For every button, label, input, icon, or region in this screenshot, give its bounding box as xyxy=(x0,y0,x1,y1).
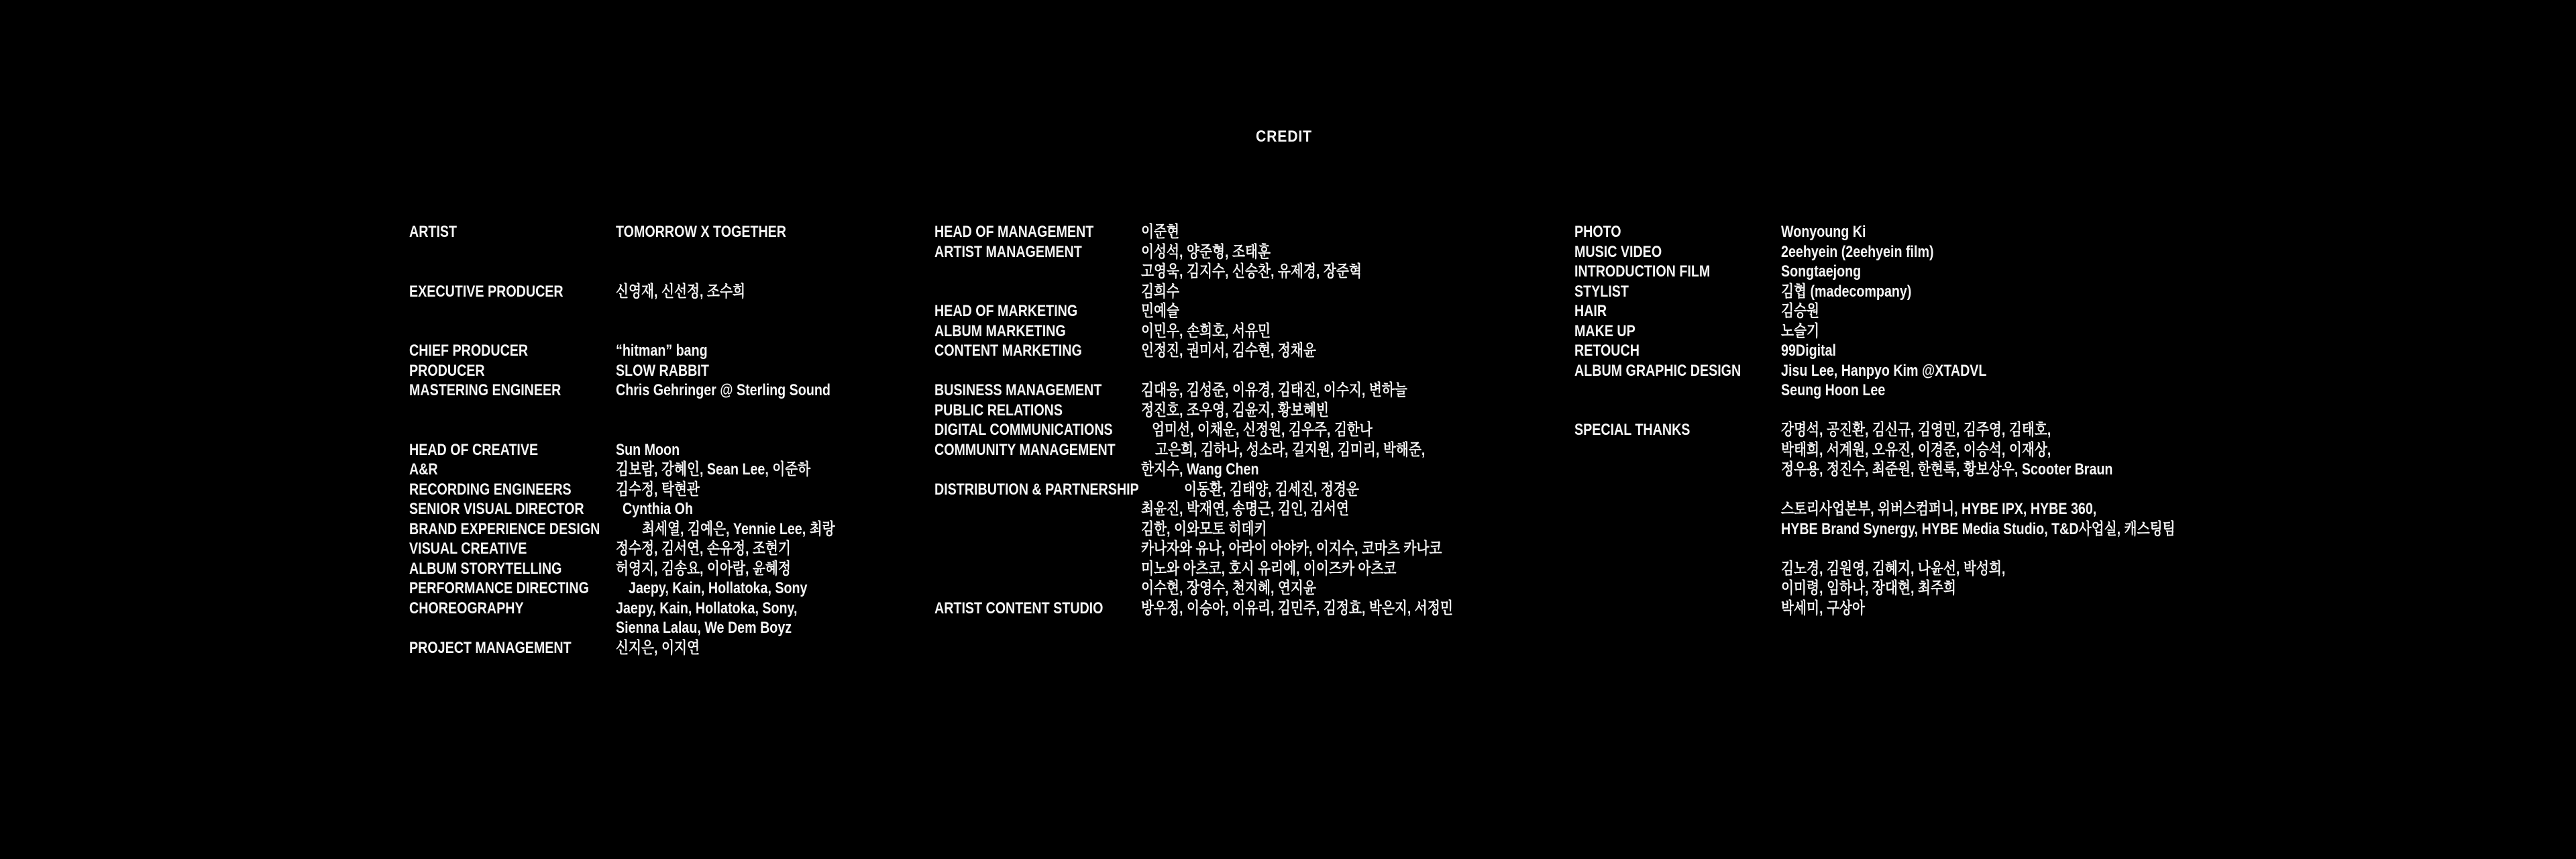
credit-role-label xyxy=(409,381,616,401)
credit-role-label xyxy=(934,578,1141,591)
credit-names-text: Chris Gehringer @ Sterling Sound xyxy=(616,381,830,399)
credits-column-middle xyxy=(934,222,1521,618)
credit-row xyxy=(934,460,1521,480)
credit-row xyxy=(409,519,877,540)
credit-row xyxy=(1574,440,2262,460)
credit-names-text: 이성석, 양준형, 조태훈 xyxy=(1141,242,1271,261)
credit-names-text: 99Digital xyxy=(1781,342,1837,360)
credit-names-text: 최윤진, 박재연, 송명근, 김인, 김서연 xyxy=(1141,500,1349,518)
credit-row xyxy=(934,262,1521,282)
credit-row xyxy=(1574,599,2262,619)
credit-row xyxy=(934,440,1521,460)
credit-names xyxy=(1141,559,1452,579)
credit-names-text: 이수현, 장영수, 천지혜, 연지윤 xyxy=(1141,579,1316,597)
credit-role-text: HEAD OF MARKETING xyxy=(934,302,1078,320)
credit-names xyxy=(1141,539,1508,559)
credit-row xyxy=(1574,460,2262,480)
credit-names xyxy=(1141,242,1299,262)
credit-role-text: PROJECT MANAGEMENT xyxy=(409,638,572,657)
credit-row xyxy=(1574,559,2262,579)
credit-names-text: 김한, 이와모토 히데키 xyxy=(1141,519,1267,538)
credit-role-text: BUSINESS MANAGEMENT xyxy=(934,381,1102,399)
credit-row xyxy=(409,242,877,262)
credit-role-label xyxy=(1574,420,1781,440)
credit-role-label xyxy=(1574,519,1781,532)
credit-role-label xyxy=(409,618,616,630)
credit-role-text: STYLIST xyxy=(1574,282,1629,301)
credit-row xyxy=(409,321,877,342)
credit-names-text: 정우용, 정진수, 최준원, 한현록, 황보상우, Scooter Braun xyxy=(1781,460,2113,478)
credit-row xyxy=(1574,401,2262,421)
credit-names xyxy=(1781,282,1940,302)
credit-names xyxy=(1141,341,1354,361)
credit-names-text: 고은희, 김하나, 성소라, 길지원, 김미리, 박해준, xyxy=(1155,440,1426,459)
credit-role-label xyxy=(934,242,1141,262)
credit-names-text: 김보람, 강혜인, Sean Lee, 이준하 xyxy=(616,460,811,478)
credit-role-text: A&R xyxy=(409,460,438,478)
credits-column-left xyxy=(409,222,877,658)
credit-row xyxy=(934,242,1521,262)
credit-names-text: 미노와 아츠코, 호시 유리에, 이이즈카 아츠코 xyxy=(1141,559,1397,578)
credit-role-text: ALBUM STORYTELLING xyxy=(409,559,562,578)
credit-row xyxy=(1574,539,2262,559)
credit-names-text: 김수정, 탁현관 xyxy=(616,480,700,499)
credit-role-label xyxy=(409,519,642,540)
credit-row xyxy=(934,361,1521,381)
credit-row xyxy=(409,301,877,321)
credit-row xyxy=(409,440,877,460)
page-title xyxy=(0,118,2576,148)
credit-names xyxy=(1141,301,1188,321)
credit-names xyxy=(1141,401,1370,421)
credit-row xyxy=(1574,321,2262,342)
credit-role-text: BRAND EXPERIENCE DESIGN xyxy=(409,519,600,538)
credit-role-label xyxy=(409,321,616,334)
credit-role-label xyxy=(934,499,1141,511)
credit-names xyxy=(1141,381,1466,401)
credit-role-label xyxy=(934,599,1141,619)
credit-names-text: 박세미, 구상아 xyxy=(1781,599,1866,617)
credit-row xyxy=(1574,242,2262,262)
credit-row xyxy=(934,559,1521,579)
credit-role-label xyxy=(409,242,616,254)
credit-names-text: 신지은, 이지연 xyxy=(616,638,700,657)
credit-row xyxy=(1574,480,2262,500)
credit-names-text: Jaepy, Kain, Hollatoka, Sony xyxy=(628,579,808,597)
credit-names xyxy=(1141,321,1299,342)
credit-row xyxy=(409,618,877,638)
credit-row xyxy=(934,282,1521,302)
credit-role-label xyxy=(934,321,1141,342)
credit-names xyxy=(1781,222,1884,242)
credit-row xyxy=(1574,361,2262,381)
credit-role-label xyxy=(409,420,616,432)
credit-names xyxy=(1152,420,1421,440)
credit-role-label xyxy=(409,401,616,413)
credit-names xyxy=(1781,341,1848,361)
credit-row xyxy=(934,301,1521,321)
credit-names xyxy=(616,361,729,381)
credit-role-text: ALBUM MARKETING xyxy=(934,321,1066,340)
credit-role-label xyxy=(1574,578,1781,591)
credit-names-text: Jaepy, Kain, Hollatoka, Sony, xyxy=(616,599,798,617)
credit-role-label xyxy=(934,519,1141,532)
credit-names xyxy=(616,440,694,460)
credit-role-text: INTRODUCTION FILM xyxy=(1574,262,1711,281)
credit-role-text: DISTRIBUTION & PARTNERSHIP xyxy=(934,480,1139,499)
credit-role-label xyxy=(409,578,629,599)
credit-names-text: 이동환, 김태양, 김세진, 정경운 xyxy=(1183,480,1359,499)
credit-names-text: 민예슬 xyxy=(1141,302,1180,320)
credit-role-label xyxy=(934,381,1141,401)
credit-role-label xyxy=(409,638,616,658)
credit-row xyxy=(409,262,877,282)
credit-role-label xyxy=(1574,559,1781,571)
credit-row xyxy=(1574,499,2262,519)
credit-names-text: 김노경, 김원영, 김혜지, 나윤선, 박성희, xyxy=(1781,559,2006,578)
credit-names-text: 김희수 xyxy=(1141,282,1180,301)
credit-names-text: 김대응, 김성준, 이유경, 김태진, 이수지, 변하늘 xyxy=(1141,381,1407,399)
credit-row xyxy=(1574,262,2262,282)
credit-row xyxy=(1574,578,2262,599)
credit-role-text: SPECIAL THANKS xyxy=(1574,421,1690,439)
credit-role-label xyxy=(934,282,1141,294)
credit-names xyxy=(1781,301,1828,321)
credit-row xyxy=(1574,222,2262,242)
credit-names-text: 엄미선, 이채운, 신정원, 김우주, 김한나 xyxy=(1151,421,1373,439)
credit-names xyxy=(1781,440,2110,460)
credit-names-text: Jisu Lee, Hanpyo Kim @XTADVL xyxy=(1781,361,1987,380)
credit-role-label xyxy=(409,282,616,302)
credit-names-text: 강명석, 공진환, 김신규, 김영민, 김주영, 김태호, xyxy=(1781,421,2051,439)
credit-row xyxy=(409,460,877,480)
credit-names-text: 이준현 xyxy=(1141,223,1180,241)
credit-row xyxy=(409,381,877,401)
credit-role-text: DIGITAL COMMUNICATIONS xyxy=(934,421,1113,439)
credit-row xyxy=(409,499,877,519)
credit-row xyxy=(409,480,877,500)
credit-names-text: TOMORROW X TOGETHER xyxy=(616,223,787,241)
credit-names xyxy=(1781,499,2166,519)
credit-names xyxy=(616,282,773,302)
credit-row xyxy=(409,341,877,361)
credit-names-text: 고영욱, 김지수, 신승찬, 유제경, 장준혁 xyxy=(1141,262,1362,281)
credit-role-text: PERFORMANCE DIRECTING xyxy=(409,579,589,597)
credit-names xyxy=(616,559,829,579)
credit-names xyxy=(616,638,718,658)
credit-names-text: Wonyoung Ki xyxy=(1781,223,1866,241)
credit-row xyxy=(1574,519,2262,540)
credit-row xyxy=(934,599,1521,619)
credit-role-label xyxy=(409,599,616,619)
credit-names-text: 이미령, 임하나, 장대현, 최주희 xyxy=(1781,579,1956,597)
credit-role-label xyxy=(934,341,1141,361)
credit-names xyxy=(616,480,718,500)
credit-names xyxy=(1781,420,2110,440)
credit-role-text: COMMUNITY MANAGEMENT xyxy=(934,440,1116,459)
credit-row xyxy=(934,480,1521,500)
credit-role-label xyxy=(1574,381,1781,393)
credit-names xyxy=(616,381,877,401)
credit-row xyxy=(1574,341,2262,361)
credit-role-text: HAIR xyxy=(1574,302,1607,320)
credit-role-label xyxy=(409,222,616,242)
credit-row xyxy=(934,321,1521,342)
credit-row xyxy=(409,420,877,440)
credit-role-label xyxy=(1574,440,1781,452)
credit-role-label xyxy=(1574,401,1781,413)
credit-names xyxy=(1781,381,1908,401)
credit-role-label xyxy=(1574,499,1781,511)
credit-role-text: MAKE UP xyxy=(1574,321,1635,340)
credit-names-text: 이민우, 손희호, 서유민 xyxy=(1141,321,1271,340)
credit-names xyxy=(1184,480,1397,500)
credit-role-text: VISUAL CREATIVE xyxy=(409,540,527,558)
credit-row xyxy=(1574,282,2262,302)
credit-role-label xyxy=(1574,460,1781,472)
credit-names xyxy=(1781,559,2055,579)
credit-row xyxy=(934,578,1521,599)
credit-row xyxy=(409,222,877,242)
credit-names-text: Seung Hoon Lee xyxy=(1781,381,1886,399)
credit-names-text: 정진호, 조우영, 김윤지, 황보혜빈 xyxy=(1141,401,1329,419)
credit-row xyxy=(409,282,877,302)
credit-role-label xyxy=(934,420,1152,440)
credit-names xyxy=(1141,499,1395,519)
credit-names-text: “hitman” bang xyxy=(616,342,708,360)
credit-names-text: Cynthia Oh xyxy=(622,500,693,518)
credit-names xyxy=(1781,460,2186,480)
credit-role-label xyxy=(1574,321,1781,342)
credit-role-label xyxy=(1574,539,1781,551)
credit-row xyxy=(934,341,1521,361)
credit-role-label xyxy=(409,499,623,519)
credit-names-text: 김협 (madecompany) xyxy=(1781,282,1912,301)
credits-column-right xyxy=(1574,222,2262,618)
credit-names xyxy=(616,599,837,619)
credit-names xyxy=(1141,282,1188,302)
credit-names-text: 카나자와 유나, 아라이 아야카, 이지수, 코마츠 카나코 xyxy=(1141,540,1442,558)
credit-role-label xyxy=(409,440,616,460)
credit-names-text: 스토리사업본부, 위버스컴퍼니, HYBE IPX, HYBE 360, xyxy=(1781,500,2097,518)
credit-role-text: HEAD OF MANAGEMENT xyxy=(934,223,1094,241)
credit-row xyxy=(934,401,1521,421)
credit-role-label xyxy=(409,301,616,313)
credit-names xyxy=(616,460,853,480)
credit-names-text: 정수정, 김서연, 손유정, 조현기 xyxy=(616,540,791,558)
credit-names-text: 신영재, 신선정, 조수희 xyxy=(616,282,745,301)
credit-names-text: Songtaejong xyxy=(1781,262,1862,281)
credit-role-text: CONTENT MARKETING xyxy=(934,342,1082,360)
credit-row xyxy=(409,599,877,619)
credit-names xyxy=(1141,519,1295,540)
credit-names-text: 박태희, 서계원, 오유진, 이경준, 이승석, 이재상, xyxy=(1781,440,2051,459)
credit-row xyxy=(1574,381,2262,401)
credit-names xyxy=(1781,262,1878,282)
credit-role-label xyxy=(934,301,1141,321)
credit-role-text: RETOUCH xyxy=(1574,342,1640,360)
credit-role-text: PHOTO xyxy=(1574,223,1621,241)
credit-role-label xyxy=(1574,480,1781,492)
credit-names-text: 노슬기 xyxy=(1781,321,1820,340)
credit-role-label xyxy=(1574,242,1781,262)
credit-names xyxy=(616,539,829,559)
credit-row xyxy=(934,381,1521,401)
credit-names xyxy=(1781,519,2262,540)
credit-role-text: SENIOR VISUAL DIRECTOR xyxy=(409,500,584,518)
page-title-text: CREDIT xyxy=(1256,128,1313,146)
credit-names xyxy=(629,578,847,599)
credit-row xyxy=(934,499,1521,519)
credit-role-label xyxy=(1574,282,1781,302)
credit-role-text: ALBUM GRAPHIC DESIGN xyxy=(1574,361,1741,380)
credit-names-text: 김승원 xyxy=(1781,302,1820,320)
credit-role-label xyxy=(934,262,1141,274)
credit-role-label xyxy=(409,539,616,559)
credit-names-text: 인정진, 권미서, 김수현, 정채윤 xyxy=(1141,342,1316,360)
credit-role-text: MUSIC VIDEO xyxy=(1574,242,1662,261)
credit-names xyxy=(1781,599,1883,619)
credit-role-label xyxy=(409,262,616,274)
credit-role-text: EXECUTIVE PRODUCER xyxy=(409,282,564,301)
credit-role-label xyxy=(1574,262,1781,282)
credit-row xyxy=(934,539,1521,559)
credit-row xyxy=(409,401,877,421)
credit-role-label xyxy=(934,559,1141,571)
credit-row xyxy=(409,638,877,658)
credit-names xyxy=(642,519,877,540)
credit-names xyxy=(623,499,708,519)
credit-row xyxy=(409,361,877,381)
credit-role-text: PRODUCER xyxy=(409,361,485,380)
credit-names xyxy=(616,618,830,638)
credit-role-label xyxy=(934,440,1155,460)
credit-role-label xyxy=(1574,599,1781,611)
credit-row xyxy=(1574,420,2262,440)
credit-row xyxy=(409,578,877,599)
credit-names-text: 2eehyein (2eehyein film) xyxy=(1781,242,1934,261)
credit-names xyxy=(1141,222,1188,242)
credit-names-text: 허영지, 김송요, 이아람, 윤혜정 xyxy=(616,559,791,578)
credit-names-text: SLOW RABBIT xyxy=(616,361,709,380)
credit-role-text: MASTERING ENGINEER xyxy=(409,381,561,399)
credit-role-text: ARTIST MANAGEMENT xyxy=(934,242,1082,261)
credit-role-label xyxy=(1574,361,1781,381)
credit-role-label xyxy=(409,460,616,480)
credit-row xyxy=(934,222,1521,242)
credit-names-text: 방우정, 이승아, 이유리, 김민주, 김정효, 박은지, 서정민 xyxy=(1141,599,1453,617)
credit-names xyxy=(616,341,728,361)
credit-role-label xyxy=(934,401,1141,421)
credit-names xyxy=(1781,242,1967,262)
credit-names xyxy=(1781,361,2032,381)
credit-role-label xyxy=(934,539,1141,551)
credit-role-text: CHOREOGRAPHY xyxy=(409,599,524,617)
credit-role-label xyxy=(1574,301,1781,321)
credit-names xyxy=(616,222,824,242)
credit-role-text: RECORDING ENGINEERS xyxy=(409,480,572,499)
credit-role-label xyxy=(409,559,616,579)
credit-names-text: 한지수, Wang Chen xyxy=(1141,460,1259,478)
credit-row xyxy=(934,420,1521,440)
credit-names xyxy=(1141,262,1410,282)
credit-role-label xyxy=(934,480,1184,500)
credit-row xyxy=(934,519,1521,540)
credit-names-text: Sienna Lalau, We Dem Boyz xyxy=(616,619,792,637)
credit-role-text: ARTIST CONTENT STUDIO xyxy=(934,599,1104,617)
credit-names xyxy=(1141,578,1354,599)
credit-names-text: HYBE Brand Synergy, HYBE Media Studio, T&D사업실, 캐스팅팀 xyxy=(1781,519,2176,538)
credit-role-label xyxy=(1574,341,1781,361)
credit-role-label xyxy=(409,341,616,361)
credit-names-text: Sun Moon xyxy=(616,440,680,459)
credit-role-label xyxy=(409,480,616,500)
credit-role-text: PUBLIC RELATIONS xyxy=(934,401,1063,419)
credit-names xyxy=(1781,578,1994,599)
credit-row xyxy=(409,539,877,559)
credit-role-label xyxy=(409,361,616,381)
credit-role-text: ARTIST xyxy=(409,223,458,241)
credit-role-text: HEAD OF CREATIVE xyxy=(409,440,539,459)
credit-names xyxy=(1141,460,1285,480)
credit-names xyxy=(1781,321,1828,342)
credit-role-label xyxy=(934,361,1141,373)
credit-role-label xyxy=(1574,222,1781,242)
credit-row xyxy=(1574,301,2262,321)
credit-role-label xyxy=(934,460,1141,472)
credit-role-label xyxy=(934,222,1141,242)
credit-row xyxy=(409,559,877,579)
credit-names-text: 최세열, 김예은, Yennie Lee, 최랑 xyxy=(641,519,835,538)
credit-names xyxy=(1155,440,1485,460)
credit-names xyxy=(1141,599,1521,619)
credit-role-text: CHIEF PRODUCER xyxy=(409,342,529,360)
